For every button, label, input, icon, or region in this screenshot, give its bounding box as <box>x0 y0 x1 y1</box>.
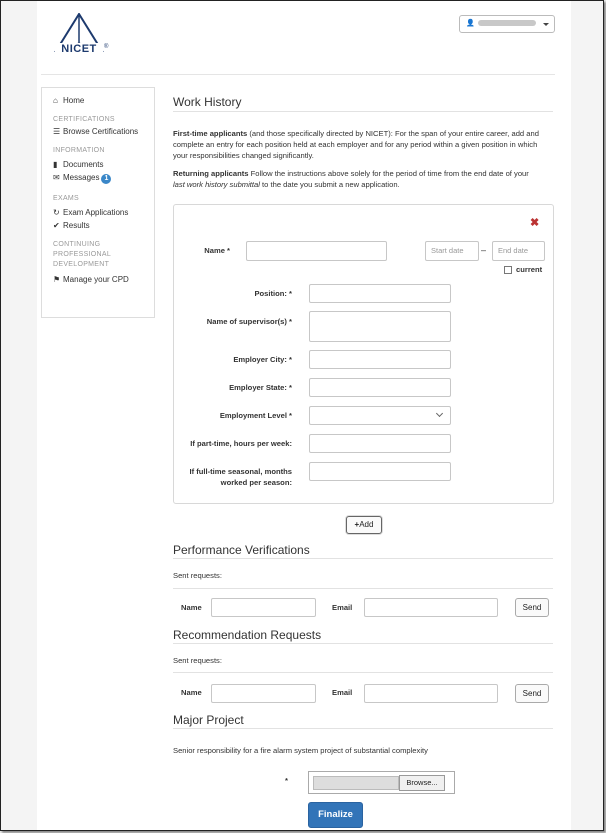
performance-divider <box>173 558 553 559</box>
sidebar-item-exam-applications[interactable]: ↻ Exam Applications <box>53 208 129 217</box>
sidebar-item-messages[interactable]: ✉ Messages 1 <box>53 171 154 184</box>
remove-entry-icon[interactable]: ✖ <box>530 217 540 229</box>
major-project-file-input[interactable] <box>308 771 455 794</box>
performance-verifications-title: Performance Verifications <box>173 543 310 557</box>
add-work-entry-button[interactable]: +Add <box>346 516 382 534</box>
recommendation-send-button[interactable]: Send <box>515 684 549 703</box>
sidebar-heading-cpd-3: DEVELOPMENT <box>53 261 110 268</box>
current-checkbox[interactable] <box>504 266 512 274</box>
messages-count-badge: 1 <box>101 174 111 184</box>
user-menu-button[interactable] <box>459 15 555 33</box>
work-entry-panel <box>173 204 554 504</box>
date-range-dash: – <box>481 245 487 255</box>
caret-down-icon <box>543 23 549 26</box>
major-project-required-mark: * <box>285 776 288 785</box>
sidebar-heading-cpd-1: CONTINUING <box>53 241 101 248</box>
bookmark-icon: ⚑ <box>53 275 61 284</box>
nicet-logo[interactable] <box>51 13 109 59</box>
user-icon: 👤 <box>466 20 475 27</box>
position-label: Position: * <box>254 289 292 298</box>
major-project-title: Major Project <box>173 713 244 727</box>
header-divider <box>41 74 555 75</box>
recommendation-name-input[interactable] <box>211 684 316 703</box>
employer-city-input[interactable] <box>309 350 451 369</box>
end-date-input[interactable]: End date <box>492 241 545 261</box>
checkmark-icon: ✔ <box>53 221 60 230</box>
finalize-button[interactable]: Finalize <box>308 802 363 828</box>
supervisor-input[interactable] <box>309 311 451 342</box>
sidebar-item-home[interactable]: ⌂ Home <box>53 96 85 105</box>
performance-sent-divider <box>173 588 553 589</box>
external-edit-icon: ↻ <box>53 208 60 217</box>
envelope-icon: ✉ <box>53 173 60 182</box>
work-history-divider <box>173 111 553 112</box>
performance-sent-requests: Sent requests: <box>173 571 222 580</box>
home-icon: ⌂ <box>53 96 58 105</box>
major-project-divider <box>173 728 553 729</box>
sidebar-item-documents[interactable]: ▮ Documents <box>53 160 104 169</box>
logo-text: NICET <box>55 43 103 55</box>
plus-icon: + <box>354 520 360 529</box>
list-icon: ☰ <box>53 127 61 136</box>
employment-level-select[interactable] <box>309 406 451 425</box>
first-time-instructions: First-time applicants (and those specifically directed by NICET): For the span of your entire career, add and complete an entry for each position held at each employer and for any period within a given position in which your responsibilities changed significantly. <box>173 129 539 160</box>
work-history-title: Work History <box>173 95 242 109</box>
part-time-label: If part-time, hours per week: <box>190 439 292 448</box>
sidebar-heading-exams: EXAMS <box>53 195 80 202</box>
sidebar-heading-certifications: CERTIFICATIONS <box>53 116 115 123</box>
sidebar-item-results[interactable]: ✔ Results <box>53 221 90 230</box>
employer-city-label: Employer City: * <box>233 355 292 364</box>
sidebar <box>41 87 155 318</box>
employer-state-input[interactable] <box>309 378 451 397</box>
sidebar-heading-information: INFORMATION <box>53 147 105 154</box>
position-input[interactable] <box>309 284 451 303</box>
recommendation-requests-title: Recommendation Requests <box>173 628 322 642</box>
recommendation-sent-requests: Sent requests: <box>173 656 222 665</box>
full-time-seasonal-label: If full-time seasonal, months worked per season: <box>189 467 292 487</box>
major-project-description: Senior responsibility for a fire alarm system project of substantial complexity <box>173 746 428 755</box>
current-label: current <box>516 265 543 274</box>
name-label: Name * <box>204 246 230 255</box>
browse-button[interactable]: Browse... <box>399 775 445 791</box>
employment-level-label: Employment Level * <box>219 411 292 420</box>
file-path-field <box>313 776 399 790</box>
performance-name-input[interactable] <box>211 598 316 617</box>
chevron-down-icon <box>436 410 443 417</box>
sidebar-item-browse-certifications[interactable]: ☰ Browse Certifications <box>53 127 139 136</box>
full-time-months-input[interactable] <box>309 462 451 481</box>
sidebar-item-manage-cpd[interactable]: ⚑ Manage your CPD <box>53 275 129 284</box>
performance-send-button[interactable]: Send <box>515 598 549 617</box>
name-input[interactable] <box>246 241 387 261</box>
page <box>37 1 571 831</box>
part-time-hours-input[interactable] <box>309 434 451 453</box>
recommendation-name-label: Name <box>181 688 202 697</box>
employer-state-label: Employer State: * <box>229 383 292 392</box>
document-icon: ▮ <box>53 160 58 169</box>
recommendation-sent-divider <box>173 672 553 673</box>
supervisor-label: Name of supervisor(s) * <box>206 317 292 326</box>
performance-email-label: Email <box>332 603 353 612</box>
recommendation-email-label: Email <box>332 688 353 697</box>
returning-instructions: Returning applicants Follow the instructions above solely for the period of time from the end date of your last work history submittal to the date you submit a new application. <box>173 169 529 189</box>
recommendation-divider <box>173 643 553 644</box>
recommendation-email-input[interactable] <box>364 684 498 703</box>
start-date-input[interactable]: Start date <box>425 241 479 261</box>
performance-name-label: Name <box>181 603 202 612</box>
performance-email-input[interactable] <box>364 598 498 617</box>
user-email <box>478 20 536 26</box>
logo-registered-mark: ® <box>104 44 109 50</box>
sidebar-heading-cpd-2: PROFESSIONAL <box>53 251 112 258</box>
